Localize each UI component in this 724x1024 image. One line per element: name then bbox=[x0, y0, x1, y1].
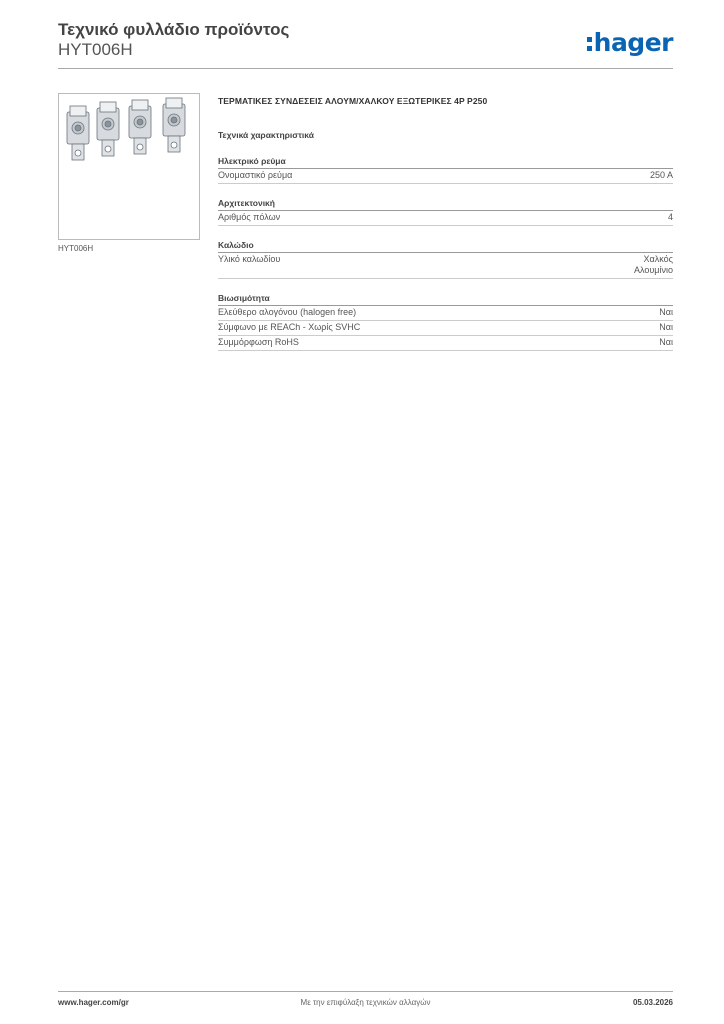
hager-logo bbox=[587, 28, 673, 57]
document-title: Τεχνικό φυλλάδιο προϊόντος bbox=[58, 20, 290, 39]
spec-row bbox=[218, 306, 673, 321]
footer-divider bbox=[58, 991, 673, 992]
spec-row bbox=[218, 169, 673, 184]
spec-label: Σύμφωνο με REACh - Χωρίς SVHC bbox=[218, 322, 361, 332]
spec-group-sustainability bbox=[218, 293, 673, 351]
spec-group-cable bbox=[218, 240, 673, 279]
spec-value bbox=[634, 254, 673, 276]
spec-label: Αριθμός πόλων bbox=[218, 212, 281, 222]
spec-group-title: Ηλεκτρικό ρεύμα bbox=[218, 156, 673, 169]
spec-group-title: Καλώδιο bbox=[218, 240, 673, 253]
product-name: ΤΕΡΜΑΤΙΚΕΣ ΣΥΝΔΕΣΕΙΣ ΑΛΟΥΜ/ΧΑΛΚΟΥ ΕΞΩΤΕΡΙΚΕΣ 4P P250 bbox=[218, 96, 488, 106]
spec-value: 4 bbox=[667, 212, 673, 222]
spec-label: Συμμόρφωση RoHS bbox=[218, 337, 299, 347]
spec-row bbox=[218, 321, 673, 336]
footer-date: 05.03.2026 bbox=[632, 998, 673, 1007]
spec-value: Ναι bbox=[659, 322, 673, 332]
footer-note: Με την επιφύλαξη τεχνικών αλλαγών bbox=[300, 998, 431, 1007]
spec-row bbox=[218, 211, 673, 226]
logo-text: hager bbox=[593, 28, 673, 57]
spec-value: 250 A bbox=[649, 170, 673, 180]
spec-value-line: Χαλκός bbox=[643, 254, 673, 264]
spec-value: Ναι bbox=[659, 307, 673, 317]
header-divider bbox=[58, 68, 673, 69]
image-caption: HYT006H bbox=[58, 244, 94, 253]
spec-group-architecture bbox=[218, 198, 673, 226]
spec-row bbox=[218, 253, 673, 279]
logo-colon-icon bbox=[587, 37, 592, 51]
specs-section-title: Τεχνικά χαρακτηριστικά bbox=[218, 130, 314, 140]
spec-group-title: Βιωσιμότητα bbox=[218, 293, 673, 306]
spec-value: Ναι bbox=[659, 337, 673, 347]
spec-value-line: Αλουμίνιο bbox=[634, 265, 673, 275]
terminal-connectors-illustration bbox=[59, 94, 199, 239]
spec-label: Υλικό καλωδίου bbox=[218, 254, 281, 264]
spec-label: Ονομαστικό ρεύμα bbox=[218, 170, 293, 180]
product-details bbox=[218, 96, 673, 365]
spec-row bbox=[218, 336, 673, 351]
spec-label: Ελεύθερο αλογόνου (halogen free) bbox=[218, 307, 357, 317]
spec-group-title: Αρχιτεκτονική bbox=[218, 198, 673, 211]
spec-group-electric-current bbox=[218, 156, 673, 184]
header bbox=[58, 20, 673, 60]
product-code: HYT006H bbox=[58, 40, 133, 59]
product-image bbox=[58, 93, 200, 240]
footer-website-link[interactable]: www.hager.com/gr bbox=[58, 998, 129, 1007]
